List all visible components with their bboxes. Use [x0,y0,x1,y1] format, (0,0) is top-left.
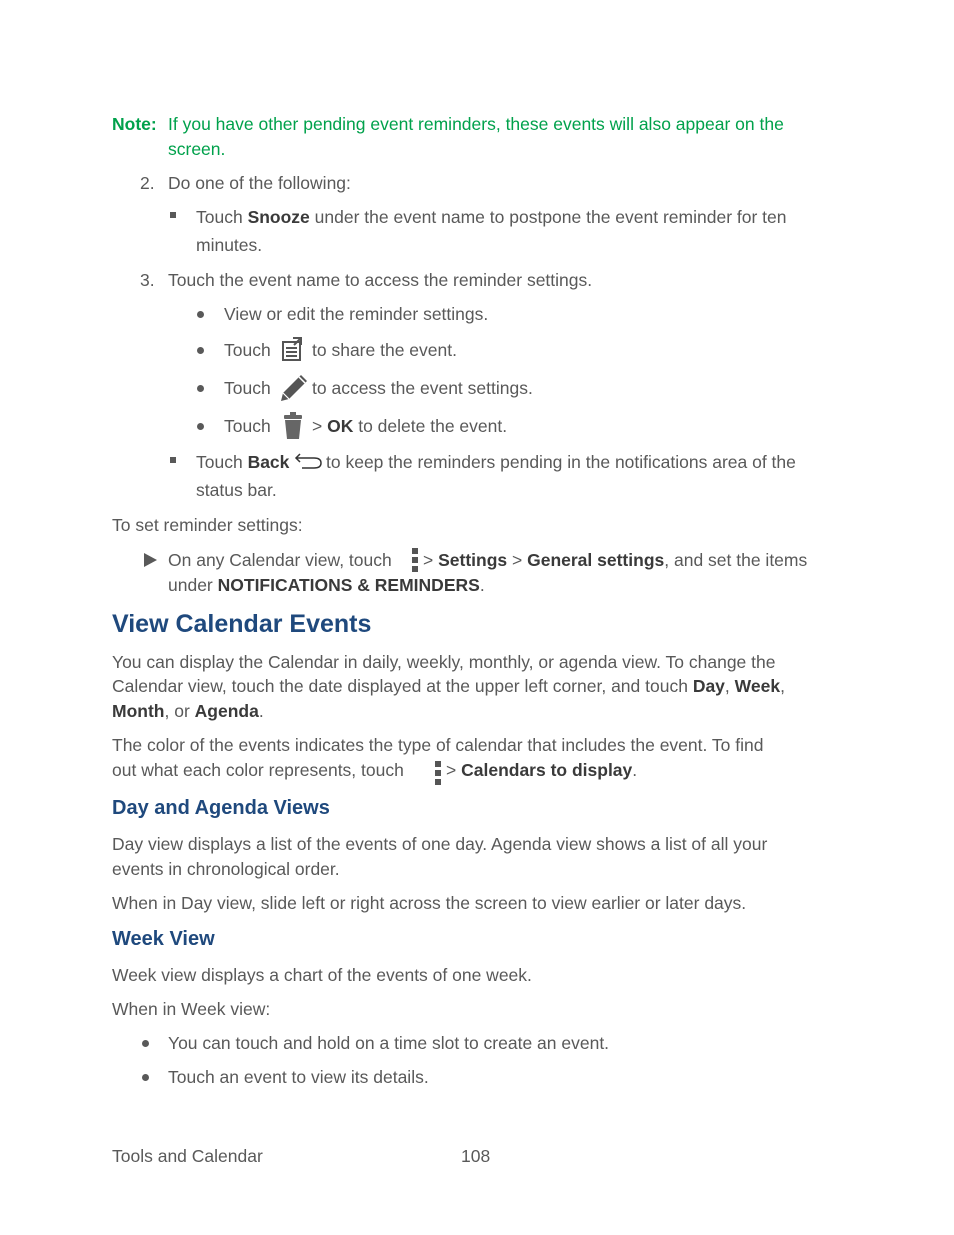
day-agenda-heading: Day and Agenda Views [112,797,330,819]
edit-pre: Touch [224,378,271,398]
square-bullet [170,212,176,218]
round-bullet [142,1074,149,1081]
share-pre: Touch [224,340,271,360]
week-view-p1: Week view displays a chart of the events of one week. [112,965,532,985]
step-3-text: Touch the event name to access the reminder settings. [168,270,593,290]
snooze-line-1: Touch Snooze under the event name to postpone the event reminder for ten [196,207,787,227]
set-reminder-line-2: under NOTIFICATIONS & REMINDERS. [168,575,485,595]
round-bullet [197,347,204,354]
share-icon [279,337,305,363]
snooze-line-2: minutes. [196,235,263,255]
view-calendar-events-heading: View Calendar Events [112,610,372,638]
round-bullet [142,1040,149,1047]
note-line-1: If you have other pending event reminders, these events will also appear on the [168,114,784,134]
square-bullet [170,457,176,463]
week-view-heading: Week View [112,928,215,950]
pencil-icon [279,373,309,403]
day-agenda-p1-line2: events in chronological order. [112,859,340,879]
round-bullet [197,385,204,392]
set-reminder-intro: To set reminder settings: [112,515,303,535]
day-agenda-p2: When in Day view, slide left or right across the screen to view earlier or later days. [112,893,747,913]
week-view-p2: When in Week view: [112,999,271,1019]
set-reminder-pre: On any Calendar view, touch [168,550,392,570]
view-calendar-p1-line3: Month, or Agenda. [112,701,264,721]
menu-dots-icon [434,760,442,786]
share-post: to share the event. [312,340,457,360]
note-label: Note: [112,114,157,134]
day-agenda-p1-line1: Day view displays a list of the events of one day. Agenda view shows a list of all your [112,834,768,854]
view-calendar-p2-post: > Calendars to display. [446,760,638,780]
back-pre: Touch Back [196,452,290,472]
step-2-number: 2. [140,173,155,193]
set-reminder-path: > Settings > General settings, and set the items [423,550,808,570]
arrow-bullet-icon [144,553,157,567]
week-view-bullet-1: You can touch and hold on a time slot to create an event. [168,1033,610,1053]
week-view-bullet-2: Touch an event to view its details. [168,1067,429,1087]
step-2-text: Do one of the following: [168,173,351,193]
back-arrow-icon [294,450,324,472]
round-bullet [197,311,204,318]
view-edit-text: View or edit the reminder settings. [224,304,489,324]
back-post: to keep the reminders pending in the notifications area of the [326,452,796,472]
view-calendar-p2-line1: The color of the events indicates the type of calendar that includes the event. To find [112,735,764,755]
round-bullet [197,423,204,430]
view-calendar-p1-line1: You can display the Calendar in daily, weekly, monthly, or agenda view. To change the [112,652,776,672]
view-calendar-p1-line2: Calendar view, touch the date displayed at the upper left corner, and touch Day, Week, [112,676,785,696]
footer-section: Tools and Calendar [112,1146,263,1166]
delete-pre: Touch [224,416,271,436]
view-calendar-p2-pre: out what each color represents, touch [112,760,404,780]
trash-icon [282,411,304,441]
back-line-2: status bar. [196,480,277,500]
menu-dots-icon [411,547,419,573]
footer-page-number: 108 [461,1146,491,1166]
delete-post: > OK to delete the event. [312,416,508,436]
note-line-2: screen. [168,139,226,159]
edit-post: to access the event settings. [312,378,533,398]
step-3-number: 3. [140,270,155,290]
